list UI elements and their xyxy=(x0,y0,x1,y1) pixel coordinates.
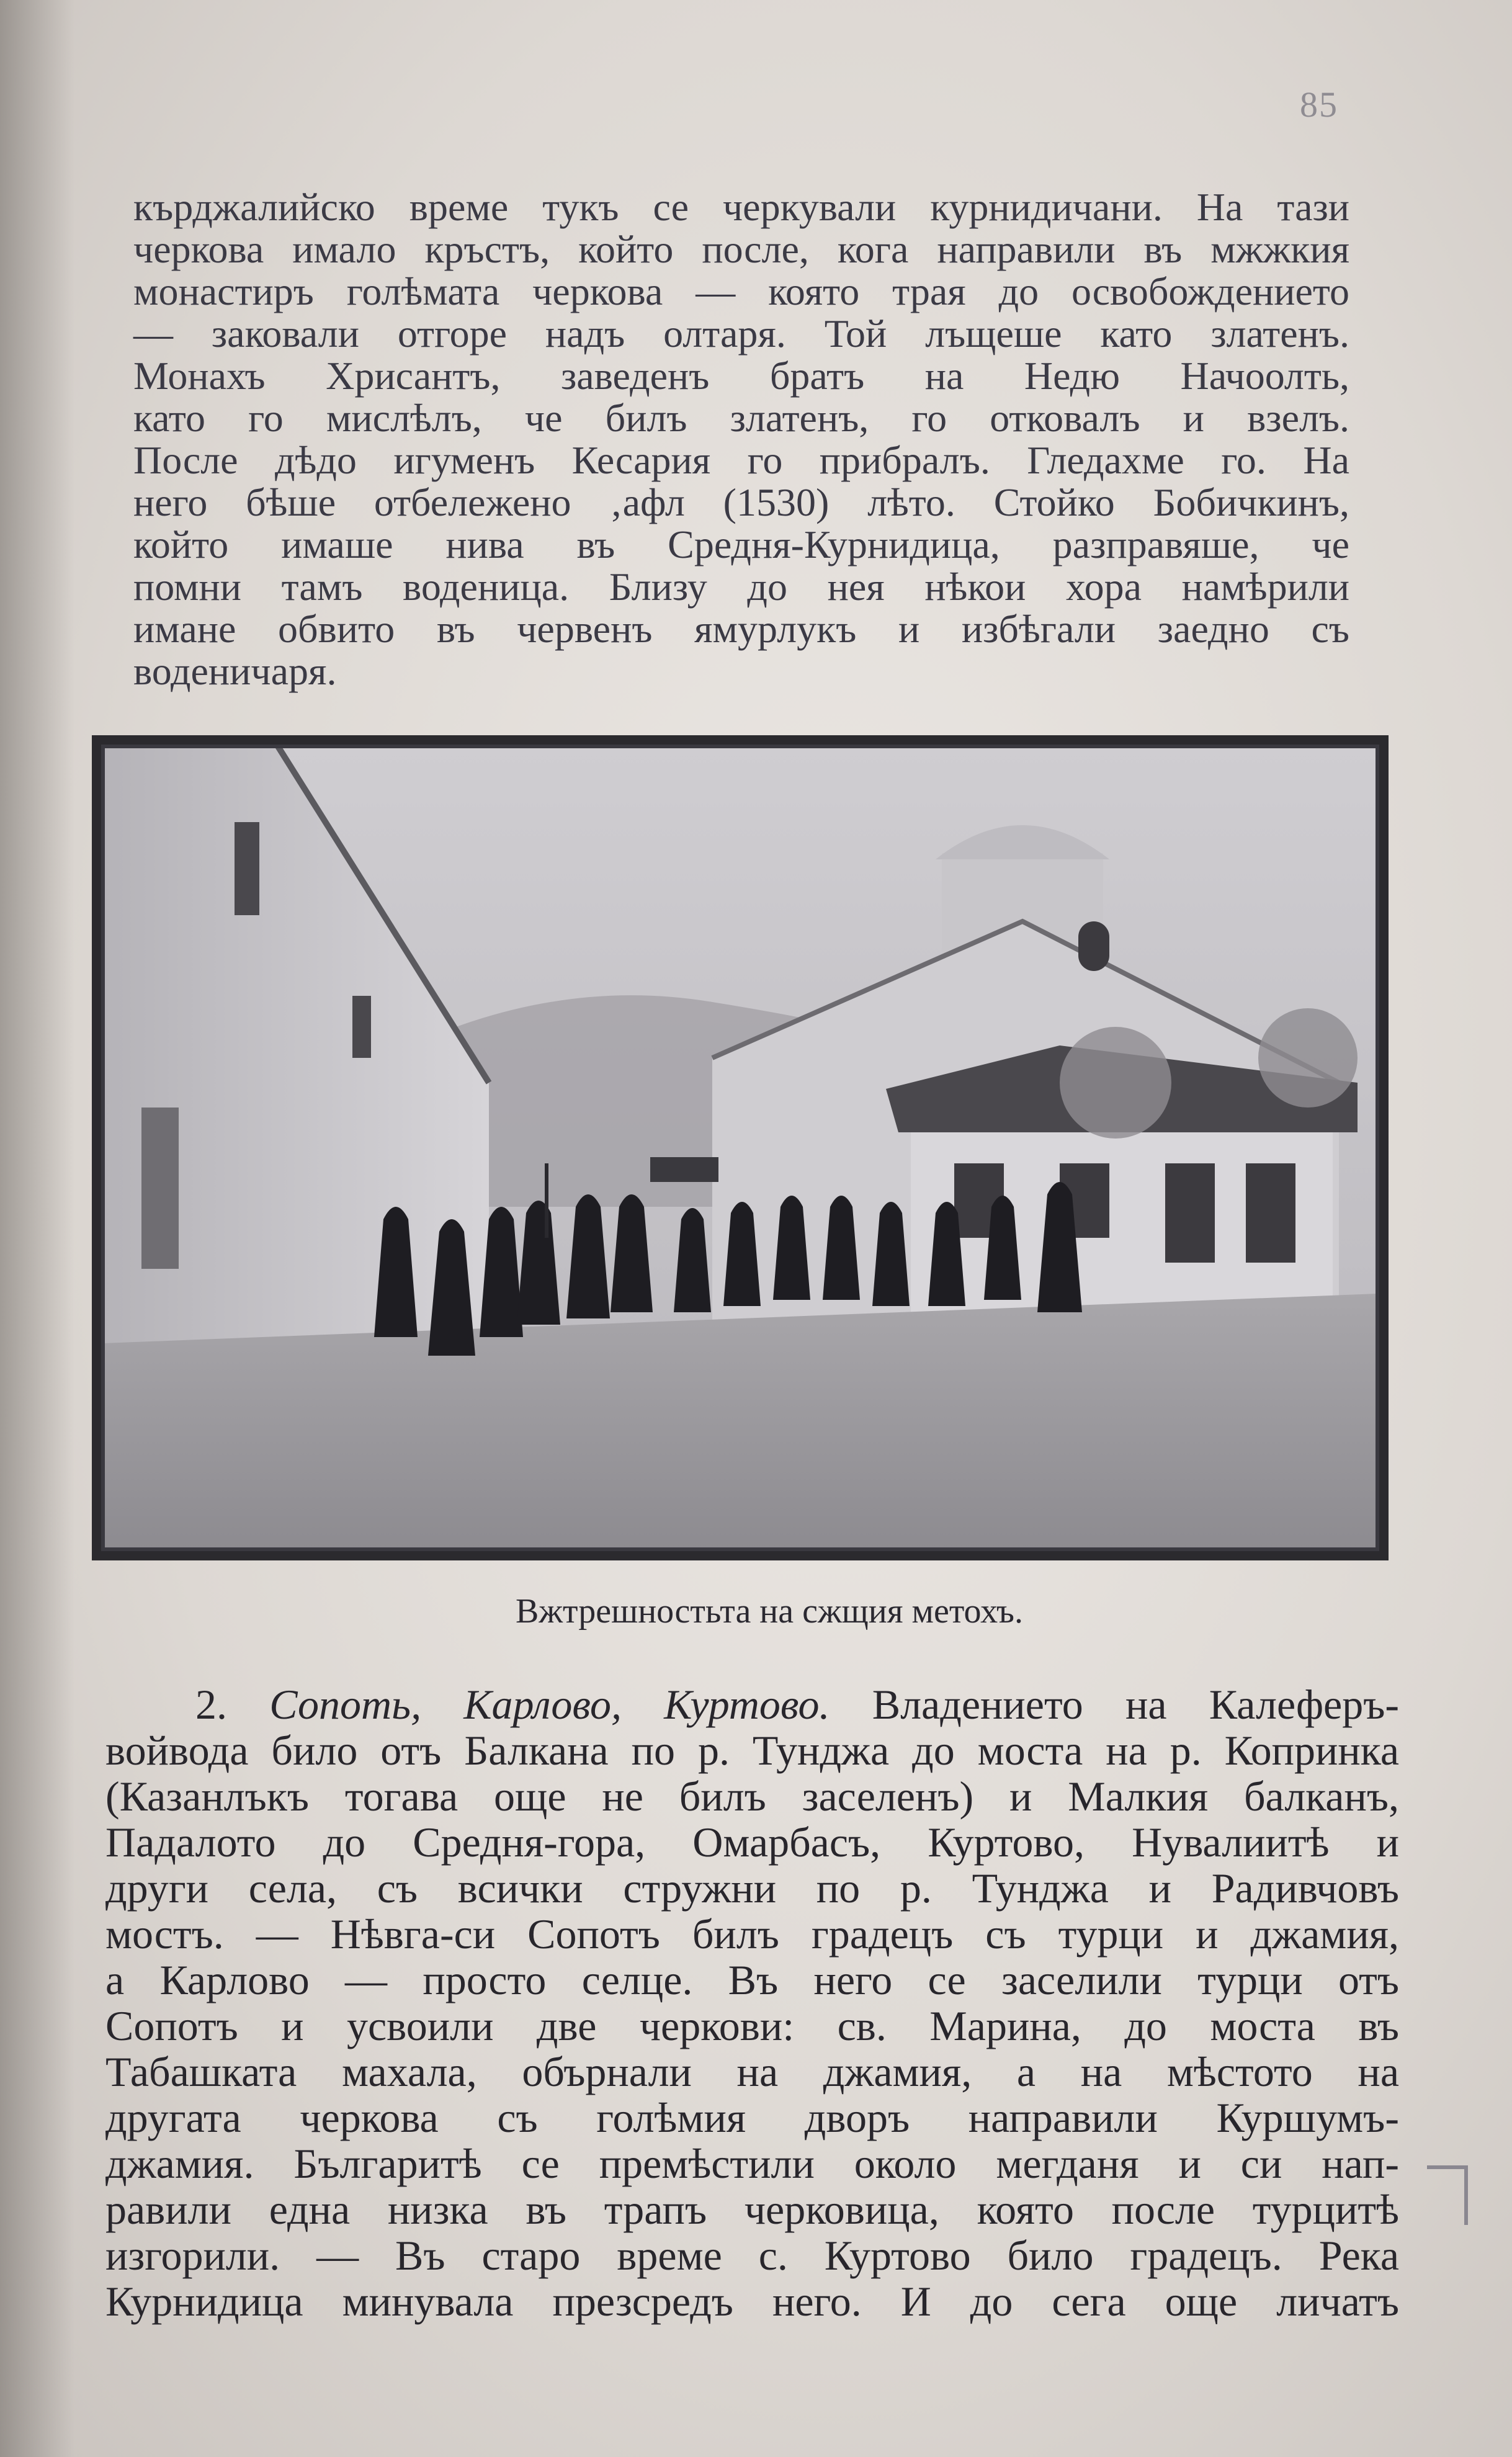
text-line: имане обвито въ червенъ ямурлукъ и избѣгали заедно съ xyxy=(133,607,1349,651)
margin-bracket-mark xyxy=(1427,2165,1468,2225)
first-line-rest: Владението на Калеферъ- xyxy=(872,1681,1400,1728)
section-title: Сопоть, Карлово, Куртово. xyxy=(269,1681,830,1728)
text-line: — заковали отгоре надъ олтаря. Той лъщеше като златенъ. xyxy=(133,311,1349,356)
text-line: него бѣше отбележено ‚афл (1530) лѣто. Стойко Бобичкинъ, xyxy=(133,480,1349,524)
text-line: кърджалийско време тукъ се черкували курнидичани. На тази xyxy=(133,185,1349,229)
text-line: другата черкова съ голѣмия дворъ направили Куршумъ- xyxy=(105,2094,1399,2141)
text-line: джамия. Българитѣ се премѣстили около мегданя и си нап- xyxy=(105,2140,1399,2187)
text-line: който имаше нива въ Средня-Курнидица, разправяше, че xyxy=(133,522,1349,566)
text-line: черкова имало кръстъ, който после, кога направили въ мжжкия xyxy=(133,227,1349,271)
text-line: изгорили. — Въ старо време с. Куртово било градецъ. Река xyxy=(105,2232,1399,2279)
text-line: Падалото до Средня-гора, Омарбасъ, Куртово, Нувалиитѣ и xyxy=(105,1819,1399,1866)
text-line: помни тамъ воденица. Близу до нея нѣкои хора намѣрили xyxy=(133,565,1349,609)
spine-shadow xyxy=(0,0,74,2457)
text-line: други села, съ всички стружни по р. Тунджа и Радивчовъ xyxy=(105,1864,1399,1912)
photo-illustration xyxy=(92,735,1389,1560)
text-line: Табашката махала, обърнали на джамия, а на мѣстото на xyxy=(105,2048,1399,2095)
text-line xyxy=(105,1681,1399,1727)
text-line: като го мислѣлъ, че билъ златенъ, го отковалъ и взелъ. xyxy=(133,396,1349,440)
text-line: Монахъ Хрисантъ, заведенъ братъ на Недю Начоолть, xyxy=(133,354,1349,398)
text-line: (Казанлъкъ тогава още не билъ заселенъ) и Малкия балканъ, xyxy=(105,1773,1399,1820)
text-line: После дѣдо игуменъ Кесария го прибралъ. Гледахме го. На xyxy=(133,438,1349,482)
text-line: монастиръ голѣмата черкова — която трая до освобождението xyxy=(133,269,1349,313)
text-line: Курнидица минувала презсредъ него. И до сега още личатъ xyxy=(105,2278,1399,2325)
photo-caption: Вжтрешностьта на сжщия метохъ. xyxy=(516,1592,1023,1631)
text-line: равили една низка въ трапъ черковица, която после турцитѣ xyxy=(105,2186,1399,2233)
text-line: а Карлово — просто селце. Въ него се заселили турци отъ xyxy=(105,1956,1399,2003)
page-number: 85 xyxy=(1300,84,1338,125)
text-line: Сопотъ и усвоили две черкови: св. Марина, до моста въ xyxy=(105,2002,1399,2049)
monastery-photograph xyxy=(92,735,1389,1560)
text-line: войвода било отъ Балкана по р. Тунджа до моста на р. Копринка xyxy=(105,1727,1399,1774)
section-number: 2. xyxy=(195,1681,227,1728)
bottom-paragraph xyxy=(105,1681,1399,2324)
text-line: воденичаря. xyxy=(133,649,337,693)
top-paragraph xyxy=(133,186,1349,692)
text-line: мостъ. — Нѣвга-си Сопотъ билъ градецъ съ турци и джамия, xyxy=(105,1910,1399,1958)
